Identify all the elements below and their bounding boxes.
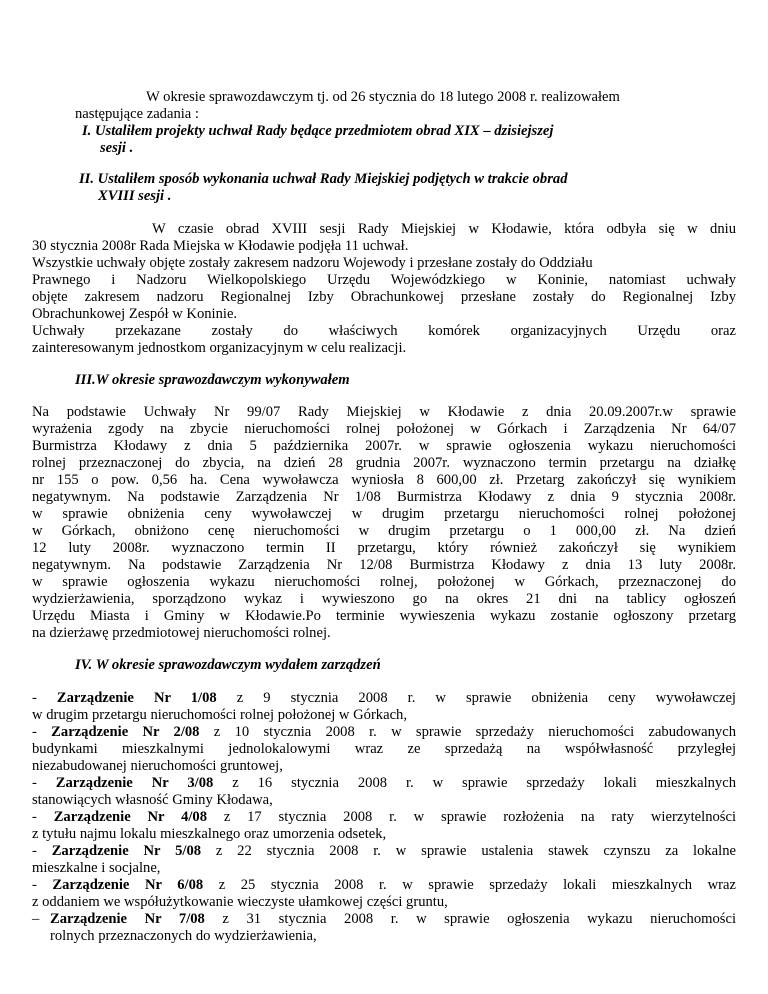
ordinance-item-cont: niezabudowanej nieruchomości gruntowej, [32,758,283,774]
section-2-heading-cont: XVIII sesji . [98,188,172,204]
section-3-para-line: negatywnym. Na podstawie Zarządzenia Nr 12/08 Burmistrza Kłodawy z dnia 13 luty 2008r. [32,557,736,573]
section-3-para-line: w sprawie obniżenia ceny wywoławczej w drugim przetargu nieruchomości rolnej położonej [32,506,736,522]
ordinance-item [32,809,736,826]
section-3-heading: III.W okresie sprawozdawczym wykonywałem [75,372,350,388]
ordinance-number: Zarządzenie Nr 2/08 [51,724,200,740]
section-3-para-line: w Górkach, obniżono cenę nieruchomości w drugim przetargu o 1 000,00 zł. Na dzień [32,523,736,539]
ordinance-item [32,724,736,741]
ordinance-text: z 31 stycznia 2008 r. w sprawie ogłoszenia wykazu nieruchomości [204,911,736,927]
ordinance-item-cont: z tytułu najmu lokalu mieszkalnego oraz umorzenia odsetek, [32,826,387,842]
section-3-para-line: rolnej przeznaczonej do zbycia, na dzień 28 grudnia 2007r. wyznaczono termin przetargu na działkę [32,455,736,471]
section-2-para-line: Uchwały przekazane zostały do właściwych komórek organizacyjnych Urzędu oraz [32,323,736,339]
section-3-para-line: wydzierżawienia, sporządzono wykaz i wywieszono go na okres 21 dni na tablicy ogłoszeń [32,591,736,607]
item-dash: - [32,843,52,859]
section-3-para-line: na dzierżawę przedmiotowej nieruchomości rolnej. [32,625,331,641]
item-dash: - [32,877,53,893]
ordinance-item-cont: stanowiących własność Gminy Kłodawa, [32,792,273,808]
ordinance-text: z 17 stycznia 2008 r. w sprawie rozłożenia na raty wierzytelności [207,809,736,825]
section-3-para-line: negatywnym. Na podstawie Zarządzenia Nr 1/08 Burmistrza Kłodawy z dnia 9 stycznia 2008r. [32,489,736,505]
section-3-para-line: Burmistrza Kłodawy z dnia 5 października 2007r. w sprawie ogłoszenia wykazu nieruchomości [32,438,736,454]
ordinance-item-cont: w drugim przetargu nieruchomości rolnej położonej w Górkach, [32,707,408,723]
ordinance-item [32,775,736,792]
ordinance-text: z 25 stycznia 2008 r. w sprawie sprzedaży lokali mieszkalnych wraz [203,877,736,893]
ordinance-item-cont: rolnych przeznaczonych do wydzierżawienia, [50,928,317,944]
section-2-para-line: 30 stycznia 2008r Rada Miejska w Kłodawie podjęła 11 uchwał. [32,238,409,254]
section-2-para-line: zainteresowanym jednostkom organizacyjnym w celu realizacji. [32,340,407,356]
ordinance-number: Zarządzenie Nr 1/08 [56,690,217,706]
item-dash: - [32,690,57,706]
item-dash: - [32,775,56,791]
item-dash: - [32,724,52,740]
ordinance-item-cont: z oddaniem we współużytkowanie wieczyste ułamkowej części gruntu, [32,894,448,910]
ordinance-item-cont: mieszkalne i socjalne, [32,860,161,876]
section-3-para-line: 12 luty 2008r. wyznaczono termin II przetargu, który również zakończył się wynikiem [32,540,736,556]
ordinance-number: Zarządzenie Nr 7/08 [50,911,205,927]
section-2-para-line: Obrachunkowej Zespół w Koninie. [32,306,238,322]
ordinance-number: Zarządzenie Nr 5/08 [51,843,202,859]
item-dash: - [32,809,54,825]
ordinance-item [32,877,736,894]
ordinance-text: z 9 stycznia 2008 r. w sprawie obniżenia ceny wywoławczej [216,690,736,706]
ordinance-text: z 22 stycznia 2008 r. w sprawie ustalenia stawek czynszu za lokalne [201,843,736,859]
ordinance-number: Zarządzenie Nr 4/08 [53,809,208,825]
section-2-para-line: Prawnego i Nadzoru Wielkopolskiego Urzędu Wojewódzkiego w Koninie, natomiast uchwały [32,272,736,288]
intro-line-1: W okresie sprawozdawczym tj. od 26 stycznia do 18 lutego 2008 r. realizowałem [146,89,620,105]
ordinance-item [32,843,736,860]
section-3-para-line: nr 155 o pow. 0,56 ha. Cena wywoławcza wyniosła 8 600,00 zł. Przetarg zakończył się wynikiem [32,472,736,488]
section-3-para-line: Na podstawie Uchwały Nr 99/07 Rady Miejskiej w Kłodawie z dnia 20.09.2007r.w sprawie [32,404,736,420]
ordinance-item [50,911,736,928]
section-2-heading: II. Ustaliłem sposób wykonania uchwał Rady Miejskiej podjętych w trakcie obrad [79,171,568,187]
ordinance-item [32,690,736,707]
section-2-para-line: Wszystkie uchwały objęte zostały zakresem nadzoru Wojewody i przesłane zostały do Oddziału [32,255,593,271]
ordinance-number: Zarządzenie Nr 3/08 [55,775,214,791]
ordinance-text: z 16 stycznia 2008 r. w sprawie sprzedaży lokali mieszkalnych [213,775,737,791]
item-dash: – [32,911,40,927]
ordinance-item-cont: budynkami mieszkalnymi jednolokalowymi wraz ze sprzedażą na współwłasność przyległej [32,741,736,757]
section-1-heading-cont: sesji . [100,140,134,156]
ordinance-number: Zarządzenie Nr 6/08 [52,877,204,893]
section-3-para-line: w sprawie ogłoszenia wykazu nieruchomości rolnej, położonej w Górkach, przeznaczonej do [32,574,736,590]
section-2-para-line: W czasie obrad XVIII sesji Rady Miejskiej w Kłodawie, która odbyła się w dniu [152,221,736,237]
section-3-para-line: Urzędu Miasta i Gminy w Kłodawie.Po terminie wywieszenia wykazu zostanie ogłoszony przetarg [32,608,736,624]
section-2-para-line: objęte zakresem nadzoru Regionalnej Izby Obrachunkowej przesłane zostały do Regionalnej Izby [32,289,736,305]
intro-line-2: następujące zadania : [75,106,199,122]
section-1-heading: I. Ustaliłem projekty uchwał Rady będące przedmiotem obrad XIX – dzisiejszej [82,123,554,139]
section-3-para-line: wyrażenia zgody na zbycie nieruchomości rolnej położonej w Górkach i Zarządzenia Nr 64/07 [32,421,736,437]
section-4-heading: IV. W okresie sprawozdawczym wydałem zarządzeń [75,657,381,673]
ordinance-text: z 10 stycznia 2008 r. w sprawie sprzedaży nieruchomości zabudowanych [199,724,737,740]
